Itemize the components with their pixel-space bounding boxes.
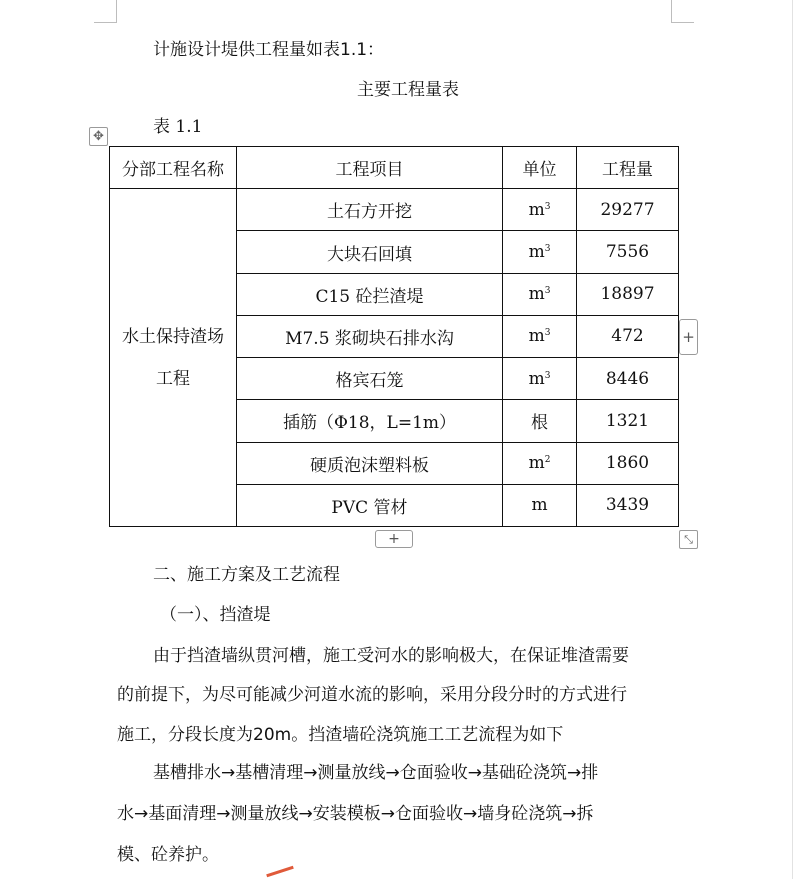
unit-text: m xyxy=(531,495,548,516)
paragraph-line: 施工，分段长度为20m。挡渣墙砼浇筑施工工艺流程为如下 xyxy=(117,725,564,745)
table-header-row xyxy=(110,147,679,189)
unit-text: m xyxy=(528,242,545,263)
item-cell: 格宾石笼 xyxy=(237,358,503,400)
cursor-mark xyxy=(266,866,294,878)
unit-superscript: 2 xyxy=(544,455,551,466)
qty-cell: 1321 xyxy=(577,400,679,442)
section-heading: 二、施工方案及工艺流程 xyxy=(153,565,340,585)
table-move-handle-icon[interactable]: ✥ xyxy=(89,127,108,146)
qty-cell: 1860 xyxy=(577,442,679,484)
unit-superscript: 3 xyxy=(544,286,551,297)
group-name-line: 水土保持渣场 xyxy=(122,326,224,347)
unit-cell xyxy=(503,189,577,231)
unit-text: m xyxy=(528,284,545,305)
table-resize-handle-icon[interactable]: ⤡ xyxy=(679,530,698,549)
header-cell: 分部工程名称 xyxy=(110,147,237,189)
qty-cell: 29277 xyxy=(577,189,679,231)
unit-text: m xyxy=(528,368,545,389)
item-cell: 土石方开挖 xyxy=(237,189,503,231)
item-cell: 大块石回填 xyxy=(237,231,503,273)
add-column-button[interactable]: + xyxy=(679,319,698,355)
qty-cell: 8446 xyxy=(577,358,679,400)
item-cell: M7.5 浆砌块石排水沟 xyxy=(237,315,503,357)
paragraph-line: 的前提下，为尽可能减少河道水流的影响，采用分段分时的方式进行 xyxy=(117,685,627,705)
header-cell: 工程项目 xyxy=(237,147,503,189)
unit-cell xyxy=(503,315,577,357)
unit-text: 根 xyxy=(531,413,548,434)
group-name-cell xyxy=(110,189,237,527)
item-cell: C15 砼拦渣堤 xyxy=(237,273,503,315)
unit-cell xyxy=(503,484,577,526)
unit-cell xyxy=(503,442,577,484)
add-row-button[interactable]: + xyxy=(375,530,413,548)
unit-cell xyxy=(503,231,577,273)
unit-text: m xyxy=(528,453,545,474)
paragraph-line: 基槽排水→基槽清理→测量放线→仓面验收→基础砼浇筑→排 xyxy=(153,763,599,783)
item-cell: 插筋（Φ18，L=1m） xyxy=(237,400,503,442)
unit-cell xyxy=(503,400,577,442)
group-name-line: 工程 xyxy=(156,368,190,389)
table-row xyxy=(110,189,679,231)
unit-superscript: 3 xyxy=(544,244,551,255)
item-cell: PVC 管材 xyxy=(237,484,503,526)
unit-superscript: 3 xyxy=(544,328,551,339)
paragraph-line: 由于挡渣墙纵贯河槽，施工受河水的影响极大，在保证堆渣需要 xyxy=(153,646,629,666)
header-cell: 工程量 xyxy=(577,147,679,189)
page-margin-corner-top-left xyxy=(94,0,117,23)
unit-cell xyxy=(503,273,577,315)
quantity-table xyxy=(109,146,679,527)
subsection-heading: （一）、挡渣堤 xyxy=(160,605,271,625)
qty-cell: 3439 xyxy=(577,484,679,526)
table-number: 表 1.1 xyxy=(153,117,203,137)
intro-line: 计施设计堤供工程量如表1.1： xyxy=(153,40,385,60)
header-cell: 单位 xyxy=(503,147,577,189)
unit-text: m xyxy=(528,326,545,347)
unit-superscript: 3 xyxy=(544,201,551,212)
unit-superscript: 3 xyxy=(544,370,551,381)
qty-cell: 7556 xyxy=(577,231,679,273)
page-margin-corner-top-right xyxy=(671,0,694,23)
paragraph-line: 水→基面清理→测量放线→安装模板→仓面验收→墙身砼浇筑→拆 xyxy=(117,804,594,824)
unit-text: m xyxy=(528,199,545,220)
item-cell: 硬质泡沫塑料板 xyxy=(237,442,503,484)
table-caption: 主要工程量表 xyxy=(357,80,459,100)
paragraph-line: 模、砼养护。 xyxy=(117,845,219,865)
unit-cell xyxy=(503,358,577,400)
qty-cell: 472 xyxy=(577,315,679,357)
qty-cell: 18897 xyxy=(577,273,679,315)
